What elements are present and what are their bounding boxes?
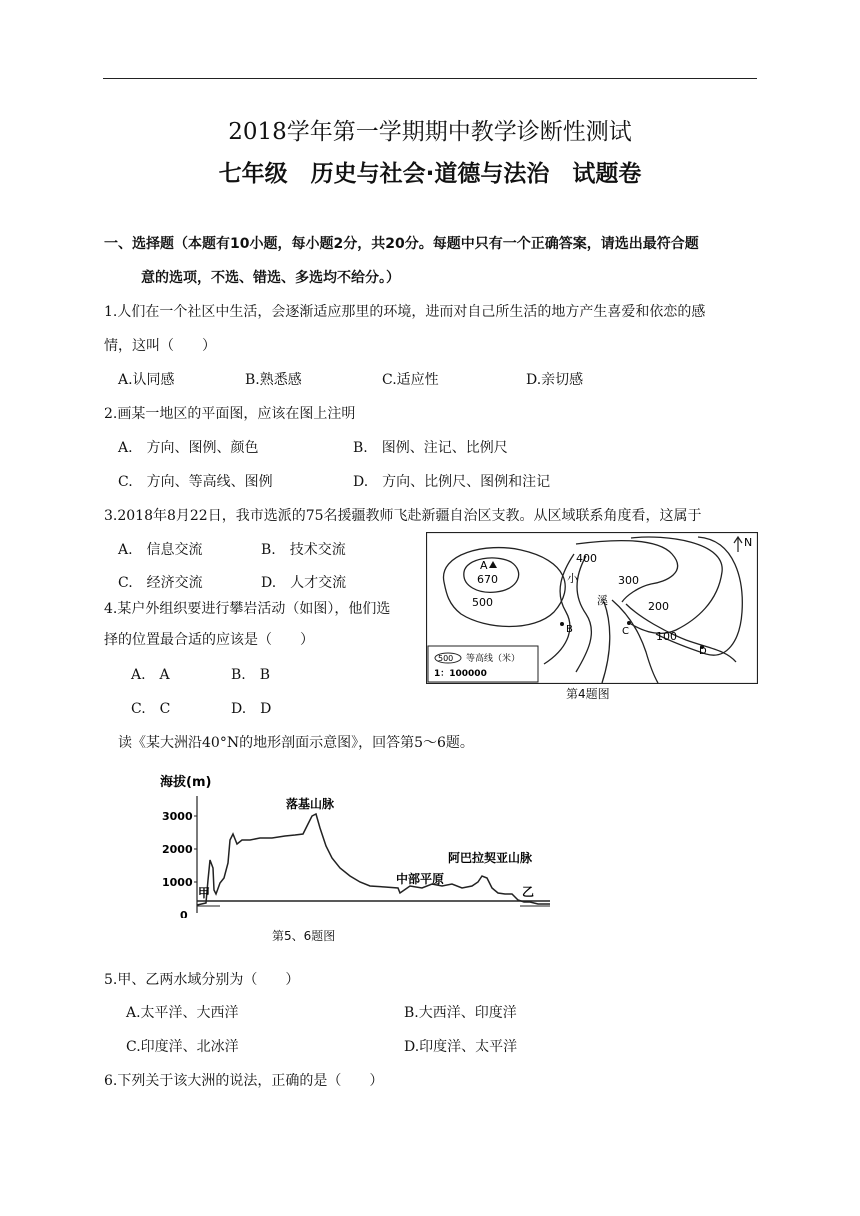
q2-option-d: D. 方向、比例尺、图例和注记: [353, 474, 551, 490]
q2-option-b: B. 图例、注记、比例尺: [353, 440, 508, 456]
q1-option-b: B.熟悉感: [245, 372, 302, 388]
contour-label-500: 500: [472, 596, 493, 609]
exam-subtitle: 七年级 历史与社会·道德与法治 试题卷: [218, 161, 642, 187]
legend-text: 等高线（米）: [466, 654, 521, 664]
q3-option-a: A. 信息交流: [118, 542, 203, 558]
legend-sample: 500: [438, 654, 454, 663]
q1-option-c: C.适应性: [382, 372, 439, 388]
legend-scale: 1：100000: [434, 669, 487, 679]
profile-chart-caption: 第5、6题图: [272, 929, 336, 943]
contour-map: [426, 532, 758, 684]
q5-stem: 5.甲、乙两水域分别为（ ）: [104, 972, 300, 988]
ytick-3000: 3000: [162, 810, 193, 823]
section1-line1: 一、选择题（本题有10小题，每小题2分，共20分。每题中只有一个正确答案，请选出最符合题: [104, 236, 699, 252]
stream-char-2: 溪: [597, 594, 608, 607]
ytick-1000: 1000: [162, 876, 193, 889]
point-c-label: C: [622, 626, 629, 637]
q4-option-c: C. C: [131, 701, 171, 717]
q2-option-c: C. 方向、等高线、图例: [118, 474, 273, 490]
exam-title: 2018学年第一学期期中教学诊断性测试: [228, 119, 632, 145]
q3-option-d: D. 人才交流: [261, 575, 347, 591]
label-plains: 中部平原: [396, 872, 445, 886]
q4-stem-line2: 择的位置最合适的应该是（ ）: [104, 632, 314, 648]
contour-label-200: 200: [648, 600, 669, 613]
terrain-profile-chart: [160, 768, 560, 918]
q5-option-b: B.大西洋、印度洋: [404, 1005, 517, 1021]
point-d-label: D: [699, 646, 707, 657]
contour-label-300: 300: [618, 574, 639, 587]
q1-stem-line2: 情，这叫（ ）: [104, 338, 216, 354]
q4-option-b: B. B: [231, 667, 271, 683]
q4-option-d: D. D: [231, 701, 272, 717]
point-c-dot: [627, 621, 631, 625]
section1-line2: 意的选项，不选、错选、多选均不给分。）: [141, 270, 400, 286]
peak-value: 670: [477, 573, 498, 586]
contour-map-caption: 第4题图: [566, 687, 610, 701]
north-label: N: [744, 536, 753, 549]
profile-ylabel: 海拔(m): [160, 775, 212, 790]
q1-option-d: D.亲切感: [526, 372, 584, 388]
ytick-0: 0: [180, 909, 188, 918]
q3-option-c: C. 经济交流: [118, 575, 203, 591]
q2-option-a: A. 方向、图例、颜色: [118, 440, 259, 456]
read-intro: 读《某大洲沿40°N的地形剖面示意图》，回答第5～6题。: [118, 735, 474, 751]
stream-char-1: 小: [567, 572, 578, 585]
point-b-label: B: [566, 624, 573, 635]
q4-stem-line1: 4.某户外组织要进行攀岩活动（如图），他们选: [104, 601, 391, 617]
q5-option-c: C.印度洋、北冰洋: [126, 1039, 239, 1055]
q1-option-a: A.认同感: [118, 372, 175, 388]
label-rockies: 落基山脉: [286, 797, 335, 811]
header-rule: [103, 78, 757, 79]
q5-option-d: D.印度洋、太平洋: [404, 1039, 518, 1055]
q3-stem: 3.2018年8月22日，我市选派的75名援疆教师飞赴新疆自治区支教。从区域联系角度看，这属于: [104, 508, 702, 524]
q3-option-b: B. 技术交流: [261, 542, 346, 558]
q2-stem: 2.画某一地区的平面图，应该在图上注明: [104, 406, 356, 422]
label-east-water: 乙: [522, 885, 535, 899]
q5-option-a: A.太平洋、大西洋: [126, 1005, 239, 1021]
contour-label-100: 100: [656, 630, 677, 643]
q6-stem: 6.下列关于该大洲的说法，正确的是（ ）: [104, 1073, 384, 1089]
point-b-dot: [560, 622, 564, 626]
peak-label: A: [480, 559, 488, 572]
q1-stem-line1: 1.人们在一个社区中生活，会逐渐适应那里的环境，进而对自己所生活的地方产生喜爱和依恋的感: [104, 304, 706, 320]
label-west-water: 甲: [198, 886, 211, 900]
label-appalachian: 阿巴拉契亚山脉: [448, 851, 533, 865]
contour-label-400: 400: [576, 552, 597, 565]
ytick-2000: 2000: [162, 843, 193, 856]
q4-option-a: A. A: [131, 667, 170, 683]
